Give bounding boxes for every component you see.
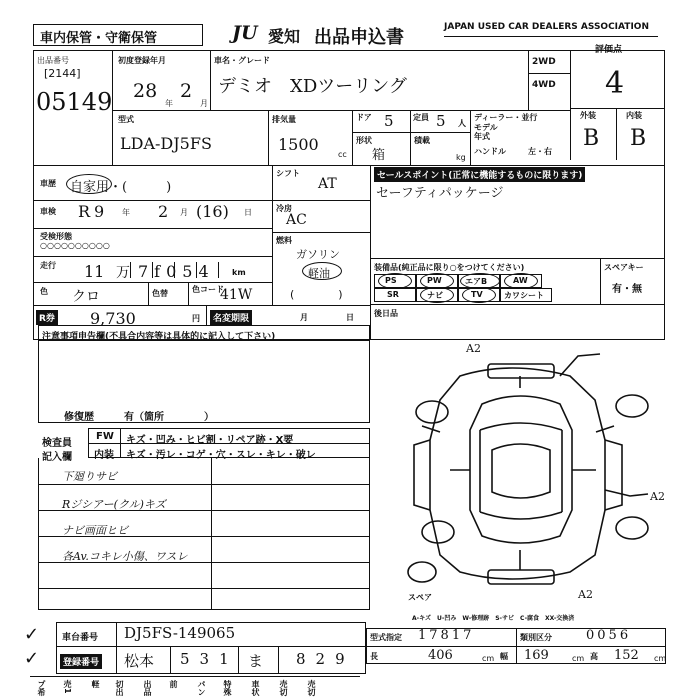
footer-col-9: 車状: [251, 680, 260, 696]
equip-airbag-label: エアB: [465, 277, 488, 286]
divider: [33, 282, 272, 283]
load-label: 積載: [414, 136, 430, 145]
equip-ps-label: PS: [385, 276, 397, 285]
spare-key-value: 有・無: [612, 284, 642, 295]
inspection-label: 車検: [40, 207, 56, 216]
divider: [196, 262, 197, 278]
divider: [33, 165, 665, 166]
equip-sr-label: SR: [387, 290, 399, 299]
inspection-month: 2: [158, 202, 169, 221]
divider: [33, 200, 272, 201]
fuel-paren: ( ): [290, 288, 343, 301]
divider: [352, 132, 470, 133]
divider: [206, 305, 207, 325]
exterior-grade: B: [583, 126, 600, 151]
inspector-row2-text: キズ・汚レ・コゲ・穴・スレ・キレ・破レ: [126, 450, 316, 461]
spec-row1-label: 型式指定: [370, 633, 402, 642]
footer-col-3: 軽: [91, 680, 100, 688]
sales-points-label: セールスポイント(正常に機能するものに限ります): [374, 167, 585, 182]
divider: [56, 646, 366, 647]
plate-region: 松本: [124, 652, 155, 670]
repair-label: 修復歴: [64, 412, 94, 423]
displacement-value: 1500: [278, 135, 319, 154]
sales-points-value: セーフティパッケージ: [376, 186, 504, 201]
storage-notice: 車内保管・守衛保管: [40, 31, 158, 46]
shape-label: 形状: [356, 136, 372, 145]
capacity-value: 5: [436, 112, 446, 130]
divider: [116, 622, 117, 674]
capacity-unit: 人: [458, 119, 466, 128]
declaration-label: 注意事項申告欄(不具合内容等は具体的に記入して下さい): [42, 332, 276, 342]
registration-month: 2: [180, 80, 193, 102]
divider: [570, 50, 571, 160]
car-damage-diagram: [400, 340, 670, 610]
inspection-month-unit: 月: [180, 208, 188, 217]
fuel-label: 燃料: [276, 236, 292, 245]
damage-marker-3: A2: [578, 588, 593, 601]
ju-logo-mark: JU: [232, 22, 258, 44]
inspector-label-2: 記入欄: [42, 452, 72, 463]
inspection-era: R: [78, 202, 91, 221]
drive-2wd: 2WD: [532, 57, 556, 67]
usage-label: 車歴: [40, 179, 56, 188]
plate-label: 登録番号: [60, 654, 102, 669]
spec-row2b-label: 幅: [500, 652, 508, 661]
mileage-rest: 7f054: [138, 262, 215, 281]
equip-circle-aw: [504, 273, 538, 289]
divider: [410, 110, 411, 165]
equip-circle-tv: [462, 287, 496, 303]
divider: [120, 428, 121, 458]
dealer-label: ディーラー・並行: [474, 113, 538, 122]
repair-value: 有（箇所 ）: [124, 412, 214, 423]
divider: [278, 646, 279, 674]
divider: [272, 232, 370, 233]
registration-year-unit: 年: [165, 99, 173, 108]
spec-row2c-label: 高: [590, 652, 598, 661]
note-3: ナビ画面ヒビ: [62, 524, 128, 537]
chassis-value: DJ5FS-149065: [124, 624, 236, 642]
storage-notice-box: [33, 24, 203, 46]
inspection-year: 9: [94, 202, 105, 221]
shift-label: シフト: [276, 169, 300, 178]
equip-leather-label: カワシート: [504, 291, 544, 300]
grade-label: 評価点: [595, 45, 623, 55]
divider: [38, 484, 370, 485]
usage-value: 自家用・( ): [70, 180, 172, 195]
dealer-year-label: 年式: [474, 132, 490, 141]
dealer-handle-label: ハンドル: [474, 147, 506, 156]
usage-circle: [66, 174, 112, 194]
divider: [170, 646, 171, 674]
color-label: 色: [40, 287, 48, 296]
spec-row2c-unit: cm: [654, 654, 667, 663]
divider: [600, 258, 601, 304]
divider: [152, 262, 153, 278]
color-code-value: 41W: [220, 287, 253, 303]
divider: [268, 110, 269, 165]
spec-row2c-value: 152: [614, 648, 639, 663]
footer-col-6: 前: [169, 680, 178, 688]
divider: [38, 588, 370, 589]
mileage-label: 走行: [40, 261, 56, 270]
divider: [272, 165, 273, 305]
exterior-label: 外装: [580, 111, 596, 120]
divider: [370, 258, 665, 259]
lot-sub-number: 2144: [48, 67, 77, 80]
divider: [570, 108, 665, 109]
brand-name: 愛知: [268, 27, 301, 46]
divider: [352, 110, 353, 165]
name-change-day: 日: [346, 313, 354, 322]
footer-col-8: 特殊: [223, 680, 232, 696]
lot-sub-bracket: [2144]: [44, 67, 81, 80]
divider: [370, 165, 371, 340]
spec-row2-unit: cm: [482, 654, 495, 663]
note-1: 下廻りサビ: [62, 470, 117, 483]
header-rule: [444, 36, 658, 37]
name-change-month: 月: [300, 313, 308, 322]
divider: [210, 50, 211, 110]
model-value: LDA-DJ5FS: [120, 134, 212, 153]
divider: [238, 646, 239, 674]
equip-tv-label: TV: [471, 290, 483, 299]
ac-label: 冷房: [276, 204, 292, 213]
divider: [148, 282, 149, 305]
spec-row1-value: 17817: [418, 628, 475, 643]
divider: [528, 50, 529, 110]
footer-col-4: 切出: [115, 680, 124, 696]
divider: [112, 110, 570, 111]
ju-logo: [232, 22, 266, 44]
footer-col-5: 出品: [143, 680, 152, 696]
divider: [616, 108, 617, 160]
inspection-day: (16): [196, 202, 229, 221]
color-value: クロ: [72, 289, 100, 305]
divider: [188, 282, 189, 305]
damage-marker-2: A2: [650, 490, 665, 503]
divider: [218, 262, 219, 278]
fuel-option-1: ガソリン: [296, 248, 340, 261]
load-unit: kg: [456, 153, 466, 162]
dealer-handle-value: 左・右: [528, 147, 552, 156]
equip-navi-label: ナビ: [427, 291, 443, 300]
note-2: Rジシアー(クル)キズ: [62, 498, 166, 511]
equip-pw-label: PW: [427, 276, 442, 285]
inspection-day-unit: 日: [244, 208, 252, 217]
form-title: 出品申込書: [314, 27, 404, 48]
spare-key-label: スペアキー: [604, 263, 644, 272]
inspector-row1-tag: FW: [96, 431, 114, 442]
divider: [38, 340, 370, 341]
equip-aw-label: AW: [513, 276, 528, 285]
received-format-options: ○○○○○○○○○○: [40, 241, 110, 250]
inspector-row2-tag: 内装: [94, 450, 114, 461]
spec-row2b-value: 169: [524, 648, 549, 663]
footer-col-10: 売切: [279, 680, 288, 696]
registration-month-unit: 月: [200, 99, 208, 108]
inspection-day-value: 16: [202, 202, 223, 221]
plate-number: 829: [296, 650, 355, 668]
ac-value: AC: [286, 212, 307, 228]
grade-value: 4: [605, 66, 625, 101]
displacement-label: 排気量: [272, 115, 296, 124]
plate-class: 531: [180, 650, 239, 668]
spec-row2b-unit: cm: [572, 654, 585, 663]
divider: [33, 305, 370, 306]
chassis-label: 車台番号: [62, 633, 99, 643]
recycle-value: 9,730: [90, 309, 136, 328]
received-format-label: 受検形態: [40, 232, 72, 241]
registration-label: 初度登録年月: [118, 56, 166, 65]
interior-grade: B: [630, 126, 647, 151]
divider: [174, 262, 175, 278]
equip-circle-ps: [378, 273, 412, 289]
divider: [33, 228, 272, 229]
doors-label: ドア: [356, 113, 372, 122]
name-change-label: 名変期限: [210, 310, 252, 325]
car-name: デミオ XDツーリング: [218, 76, 407, 97]
footer-col-1: プ希: [37, 680, 46, 696]
fuel-circle: [302, 262, 342, 280]
divider: [470, 110, 471, 165]
footer-col-2: 売1: [63, 680, 72, 694]
drive-4wd: 4WD: [532, 80, 556, 90]
doors-value: 5: [384, 112, 394, 130]
checkmark-1: ✓: [24, 624, 40, 645]
checkmark-2: ✓: [24, 648, 40, 669]
mileage-unit: km: [232, 268, 246, 277]
equipment-label: 装備品(純正品に限り○をつけてください): [374, 263, 525, 272]
spec-row1b-label: 類別区分: [520, 633, 552, 642]
lot-label: 出品番号: [37, 56, 69, 65]
interior-label: 内装: [626, 111, 642, 120]
inspector-label-1: 検査員: [42, 438, 72, 449]
divider: [33, 256, 272, 257]
lot-number: 05149: [36, 88, 113, 116]
mileage-man: 11: [84, 262, 105, 281]
note-4: 各Av.コキレ小傷、ワスレ: [62, 550, 188, 563]
shape-value: 箱: [372, 148, 386, 163]
displacement-unit: cc: [338, 150, 347, 159]
dealer-model-label: モデル: [474, 123, 498, 132]
divider: [516, 628, 517, 664]
color-change-label: 色替: [152, 289, 168, 298]
capacity-label: 定員: [413, 113, 429, 122]
inspector-row1-text: キズ・凹み・ヒビ割・リペア跡・X要: [126, 435, 294, 446]
divider: [370, 304, 665, 305]
color-code-label: 色コード: [192, 285, 224, 294]
model-label: 型式: [118, 115, 134, 124]
spare-tire-label: スペア: [408, 593, 432, 602]
equip-leather: [500, 288, 552, 302]
equip-sr: [374, 288, 416, 302]
car-name-label: 車名・グレード: [214, 56, 270, 65]
recycle-unit: 円: [192, 314, 200, 323]
divider: [30, 676, 360, 677]
divider: [528, 73, 570, 74]
mileage-man-unit: 万: [116, 265, 130, 281]
notes-label: 後日品: [374, 309, 398, 318]
equip-circle-navi: [420, 287, 454, 303]
recycle-label: R券: [36, 310, 58, 325]
plate-kana: ま: [248, 652, 264, 670]
association-name: JAPAN USED CAR DEALERS ASSOCIATION: [444, 22, 649, 32]
fuel-option-2: 軽油: [308, 267, 330, 280]
divider: [130, 262, 131, 278]
divider: [272, 200, 370, 201]
shift-value: AT: [318, 176, 337, 192]
damage-legend: A-キズ U-凹み W-修理跡 S-サビ C-腐食 XX-交換済: [412, 615, 575, 622]
spec-row1b-value: 0056: [586, 628, 632, 643]
registration-year: 28: [133, 80, 158, 102]
footer-col-7: パン: [197, 680, 206, 696]
spec-row2-value: 406: [428, 648, 453, 663]
spec-row2-label: 長: [370, 652, 378, 661]
footer-col-11: 売切: [307, 680, 316, 696]
damage-marker-1: A2: [466, 342, 481, 355]
inspection-year-unit: 年: [122, 208, 130, 217]
